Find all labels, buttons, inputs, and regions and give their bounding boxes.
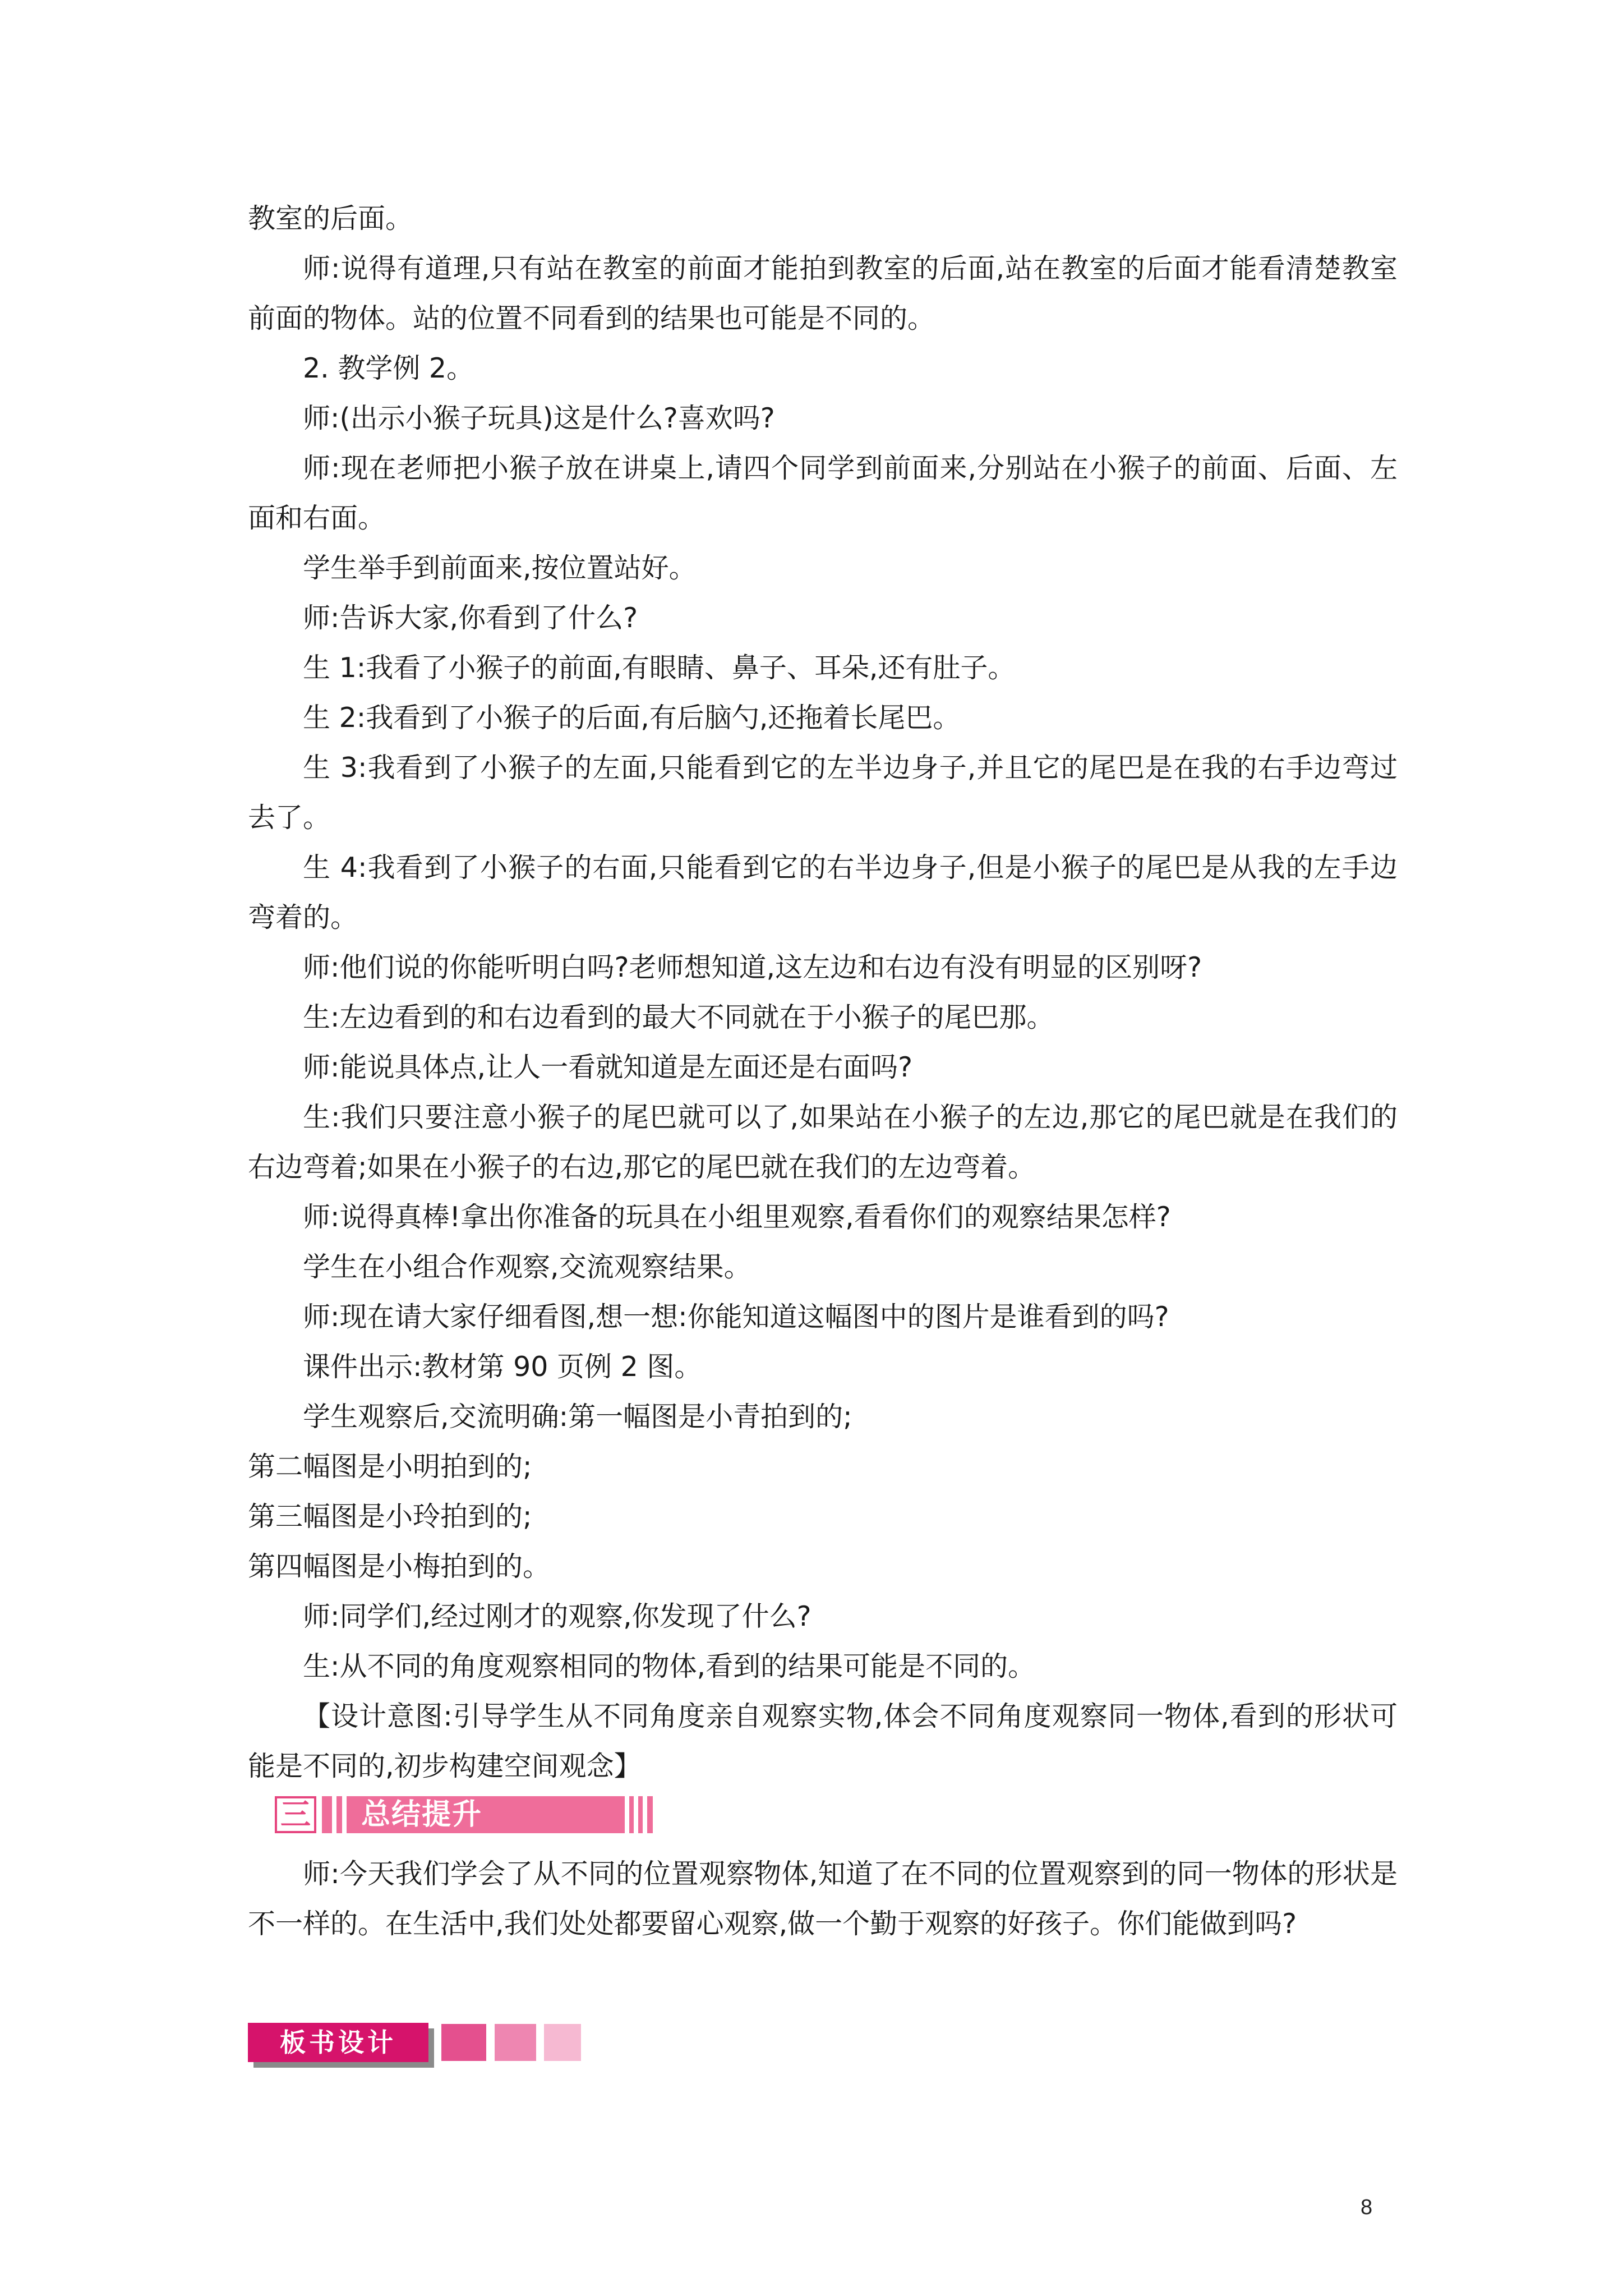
paragraph: 师:说得有道理,只有站在教室的前面才能拍到教室的后面,站在教室的后面才能看清楚教室前面的物体。站的位置不同看到的结果也可能是不同的。 — [248, 252, 1398, 334]
paragraph: 第三幅图是小玲拍到的; — [248, 1501, 532, 1533]
section-number: 三 — [275, 1796, 316, 1833]
decorative-square — [441, 2024, 486, 2061]
stripe-decoration — [332, 1796, 336, 1833]
paragraph: 师:他们说的你能听明白吗?老师想知道,这左边和右边有没有明显的区别呀? — [303, 951, 1202, 983]
body-text — [248, 194, 1398, 1791]
section-title-bar — [322, 1796, 653, 1833]
paragraph: 师:今天我们学会了从不同的位置观察物体,知道了在不同的位置观察到的同一物体的形状是不一样的。在生活中,我们处处都要留心观察,做一个勤于观察的好孩子。你们能做到吗? — [248, 1858, 1398, 1940]
paragraph: 师:能说具体点,让人一看就知道是左面还是右面吗? — [303, 1051, 913, 1083]
paragraph: 第四幅图是小梅拍到的。 — [248, 1550, 551, 1582]
paragraph: 生 3:我看到了小猴子的左面,只能看到它的左半边身子,并且它的尾巴是在我的右手边弯过去了。 — [248, 752, 1398, 834]
paragraph: 生 2:我看到了小猴子的后面,有后脑勺,还拖着长尾巴。 — [303, 702, 961, 734]
stripe-decoration — [643, 1796, 647, 1833]
paragraph: 生:我们只要注意小猴子的尾巴就可以了,如果站在小猴子的左边,那它的尾巴就是在我们的右边弯着;如果在小猴子的右边,那它的尾巴就在我们的左边弯着。 — [248, 1101, 1398, 1183]
paragraph: 课件出示:教材第 90 页例 2 图。 — [303, 1351, 702, 1383]
paragraph: 师:现在老师把小猴子放在讲桌上,请四个同学到前面来,分别站在小猴子的前面、后面、左面和右面。 — [248, 452, 1398, 534]
paragraph: 学生在小组合作观察,交流观察结果。 — [303, 1251, 751, 1283]
section-title: 总结提升 — [361, 1798, 483, 1832]
paragraph: 师:(出示小猴子玩具)这是什么?喜欢吗? — [303, 402, 775, 434]
paragraph: 学生观察后,交流明确:第一幅图是小青拍到的; — [303, 1401, 852, 1433]
paragraph: 2. 教学例 2。 — [303, 352, 474, 384]
page-number: 8 — [1361, 2196, 1373, 2219]
decorative-square — [544, 2024, 581, 2061]
paragraph: 生 4:我看到了小猴子的右面,只能看到它的右半边身子,但是小猴子的尾巴是从我的左手边弯着的。 — [248, 852, 1398, 933]
paragraph: 教室的后面。 — [248, 203, 413, 234]
paragraph: 生:从不同的角度观察相同的物体,看到的结果可能是不同的。 — [303, 1650, 1036, 1682]
section-heading — [275, 1794, 662, 1837]
board-design-title: 板书设计 — [248, 2023, 428, 2062]
design-intent-note: 【设计意图:引导学生从不同角度亲自观察实物,体会不同角度观察同一物体,看到的形状可能是不同的,初步构建空间观念】 — [248, 1700, 1398, 1782]
paragraph: 生 1:我看了小猴子的前面,有眼睛、鼻子、耳朵,还有肚子。 — [303, 652, 1016, 684]
paragraph: 师:现在请大家仔细看图,想一想:你能知道这幅图中的图片是谁看到的吗? — [303, 1301, 1169, 1333]
summary-text — [248, 1849, 1398, 1949]
decorative-square — [495, 2024, 536, 2061]
paragraph: 师:同学们,经过刚才的观察,你发现了什么? — [303, 1600, 811, 1632]
paragraph: 师:告诉大家,你看到了什么? — [303, 602, 638, 634]
stripe-decoration — [634, 1796, 638, 1833]
paragraph: 第二幅图是小明拍到的; — [248, 1451, 532, 1483]
paragraph: 生:左边看到的和右边看到的最大不同就在于小猴子的尾巴那。 — [303, 1001, 1054, 1033]
stripe-decoration — [342, 1796, 347, 1833]
stripe-decoration — [625, 1796, 629, 1833]
paragraph: 学生举手到前面来,按位置站好。 — [303, 552, 697, 584]
paragraph: 师:说得真棒!拿出你准备的玩具在小组里观察,看看你们的观察结果怎样? — [303, 1201, 1171, 1233]
